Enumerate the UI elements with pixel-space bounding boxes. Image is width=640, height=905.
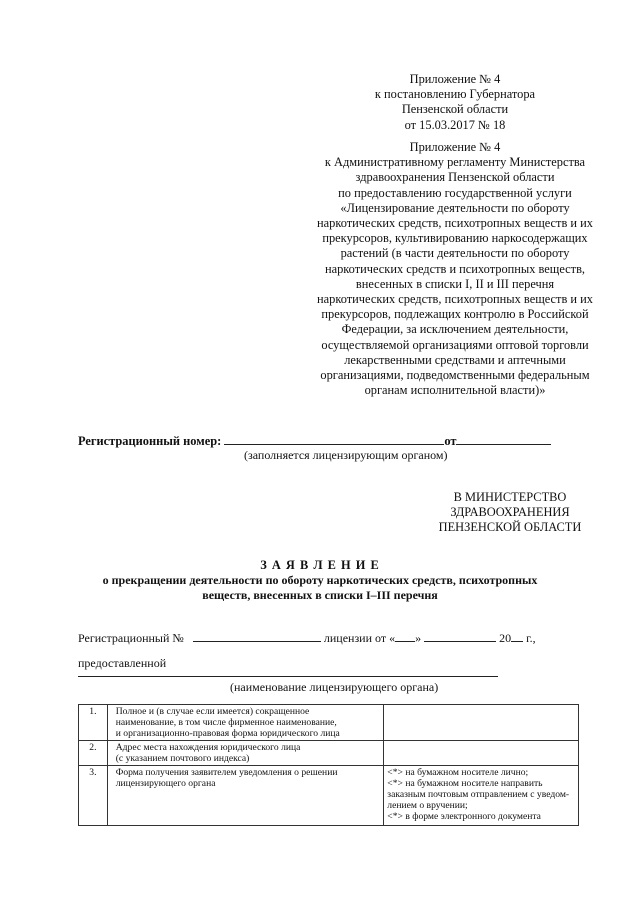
appendix-header-2 [300,140,610,398]
quote-close: » [415,631,422,645]
delivery-option[interactable]: <*> в форме электронного документа [387,811,541,822]
row-label-line: наименование, в том числе фирменное наименование, [115,717,337,728]
organization-field[interactable] [78,676,498,677]
reg-no-field[interactable] [193,629,321,642]
table-row [79,741,579,766]
table-row [79,705,579,741]
registration-row [78,432,551,449]
appendix-line: растений (в части деятельности по обороту [340,246,570,261]
license-day-field[interactable] [395,629,415,642]
appendix-line: осуществляемой организациями оптовой торговли [321,337,589,352]
appendix-line: лекарственными средствами и аптечными [344,352,566,367]
application-form-table [78,704,579,826]
document-subtitle-line-1: о прекращении деятельности по обороту наркотических средств, психотропных [102,573,538,587]
row-label-line: (с указанием почтового индекса) [115,753,250,764]
recipient-block [410,490,610,535]
recipient-line: В МИНИСТЕРСТВО [453,490,567,504]
row-label [107,741,384,766]
row-number: 3. [79,766,108,826]
appendix-line: наркотических средств, психотропных веществ и их [317,216,593,231]
document-subtitle-line-2: веществ, внесенных в списки I–III перечня [202,588,438,602]
appendix-line: внесенных в списки I, II и III перечня [355,276,555,291]
appendix-line: здравоохранения Пензенской области [355,170,555,185]
row-number: 2. [79,741,108,766]
organization-note: (наименование лицензирующего органа) [230,680,439,694]
registration-date-field[interactable] [456,432,551,445]
document-title: З А Я В Л Е Н И Е [260,558,380,572]
registration-label: Регистрационный номер: [78,434,222,448]
registration-number-field[interactable] [224,432,444,445]
recipient-line: ПЕНЗЕНСКОЙ ОБЛАСТИ [438,520,582,534]
year-suffix: г., [526,631,536,645]
appendix-line: к постановлению Губернатора [374,87,536,102]
delivery-option[interactable]: <*> на бумажном носителе лично; [387,767,529,778]
license-year-field[interactable] [511,629,523,642]
appendix-line: «Лицензирование деятельности по обороту [340,200,570,215]
provided-label: предоставленной [78,656,167,670]
table-row [79,766,579,826]
row-label-line: Форма получения заявителем уведомления о решении [115,767,338,778]
reg-no-label: Регистрационный № [78,631,184,645]
appendix-line: прекурсоров, подлежащих контролю в Российской [321,307,589,322]
row-label [107,705,384,741]
appendix-header-1 [300,72,610,133]
appendix-line: Приложение № 4 [409,140,501,154]
appendix-line: органам исполнительной власти)» [364,383,546,398]
appendix-line: наркотических средств и психотропных веществ, [324,261,586,276]
appendix-line: прекурсоров, культивированию наркосодержащих [322,231,588,246]
license-month-field[interactable] [424,629,496,642]
license-line [78,629,536,646]
row-label-line: Адрес места нахождения юридического лица [115,742,301,753]
appendix-line: от 15.03.2017 № 18 [404,117,506,132]
row-value-cell[interactable] [384,741,579,766]
registration-from-label: от [444,434,457,448]
appendix-line: Федерации, за исключением деятельности, [341,322,569,337]
appendix-line: к Административному регламенту Министерства [324,155,586,170]
appendix-line: организациями, подведомственными федеральным [320,368,590,383]
row-label [107,766,384,826]
appendix-line: Приложение № 4 [409,72,501,86]
appendix-line: по предоставлению государственной услуги [338,185,572,200]
appendix-line: наркотических средств, психотропных веществ и их [317,292,593,307]
row-label-line: Полное и (в случае если имеется) сокращенное [115,706,310,717]
row-value-cell[interactable] [384,705,579,741]
row-label-line: лицензирующего органа [115,778,216,789]
row-value-cell [384,766,579,826]
appendix-line: Пензенской области [401,102,509,117]
year-prefix: 20 [499,631,512,645]
delivery-option[interactable]: <*> на бумажном носителе направить заказным почтовым отправлением с уведом-лением о вручении; [387,778,570,811]
registration-note: (заполняется лицензирующим органом) [244,448,448,462]
recipient-line: ЗДРАВООХРАНЕНИЯ [450,505,570,519]
license-from-label: лицензии от « [323,631,396,645]
row-label-line: и организационно-правовая форма юридического лица [115,728,340,739]
row-number: 1. [79,705,108,741]
